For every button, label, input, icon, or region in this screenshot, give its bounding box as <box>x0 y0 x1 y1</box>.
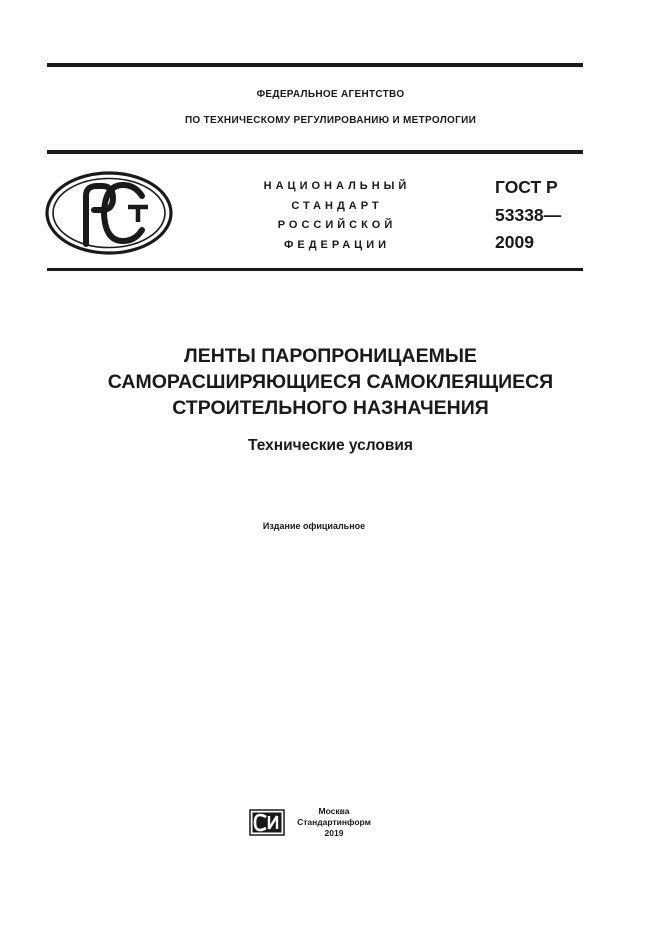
publisher-city: Москва <box>318 806 350 816</box>
header-rule <box>47 150 583 154</box>
publisher-imprint <box>292 806 376 839</box>
edition-label: Издание официальное <box>262 521 366 531</box>
designation-line: ГОСТ Р <box>495 177 558 197</box>
designation-line: 53338— <box>495 204 562 225</box>
agency-line-1: ФЕДЕРАЛЬНОЕ АГЕНТСТВО <box>256 89 405 100</box>
standard-designation <box>495 174 561 257</box>
standartinform-logo-icon <box>249 809 285 836</box>
title-line: САМОРАСШИРЯЮЩИЕСЯ САМОКЛЕЯЩИЕСЯ <box>107 371 554 393</box>
agency-line-2: ПО ТЕХНИЧЕСКОМУ РЕГУЛИРОВАНИЮ И МЕТРОЛОГИИ <box>184 115 477 126</box>
national-standard-label <box>232 177 442 255</box>
document-title <box>0 343 661 421</box>
title-line: ЛЕНТЫ ПАРОПРОНИЦАЕМЫЕ <box>184 345 477 367</box>
top-rule <box>47 63 583 67</box>
standard-type-line: НАЦИОНАЛЬНЫЙ <box>263 180 411 192</box>
standard-type-line: ФЕДЕРАЦИИ <box>283 238 391 251</box>
block-rule <box>47 268 583 271</box>
designation-line: 2009 <box>495 232 534 252</box>
standard-type-line: СТАНДАРТ <box>291 199 383 212</box>
standard-type-line: РОССИЙСКОЙ <box>277 219 397 231</box>
title-line: СТРОИТЕЛЬНОГО НАЗНАЧЕНИЯ <box>172 397 489 419</box>
document-subtitle: Технические условия <box>248 437 413 454</box>
publisher-name: Стандартинформ <box>297 817 371 827</box>
publication-year: 2019 <box>324 828 344 838</box>
rst-certification-logo-icon <box>45 170 175 256</box>
